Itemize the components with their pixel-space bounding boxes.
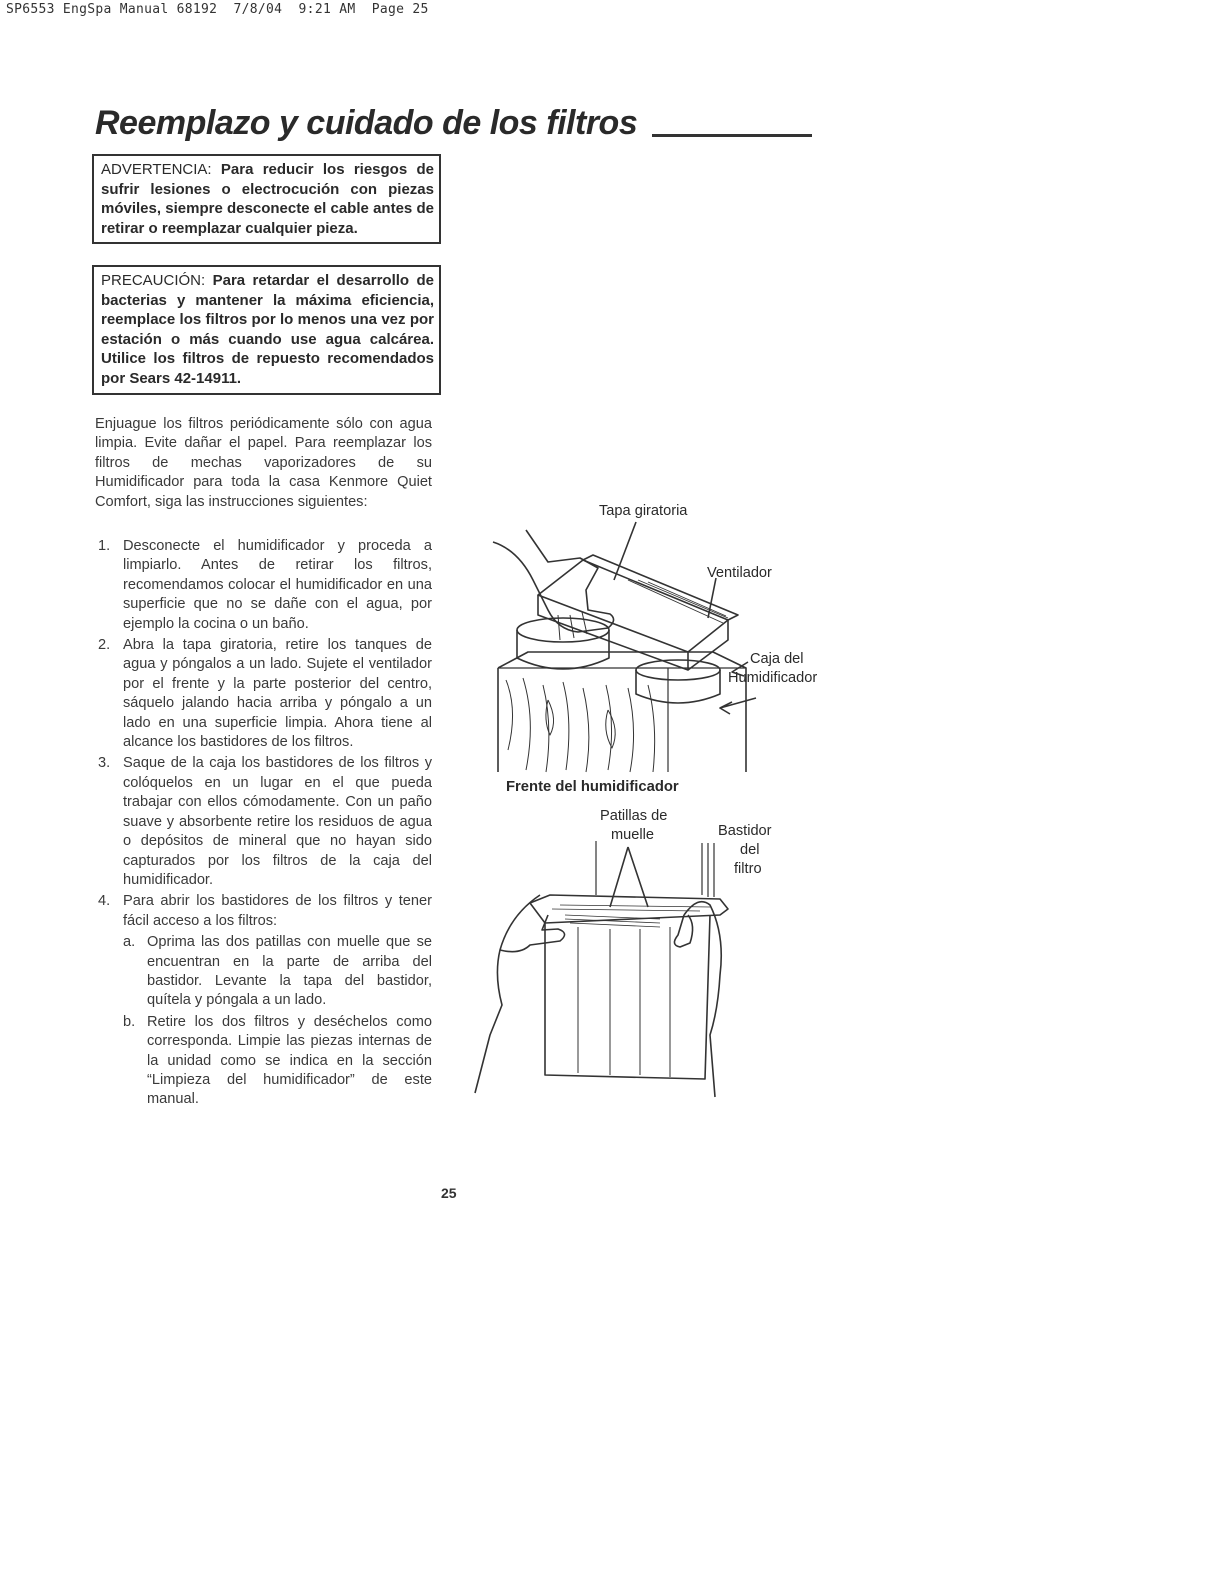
label-case-line2: Humidificador [728, 670, 818, 686]
substep-letter: b. [123, 1013, 136, 1030]
caution-text: Para retardar el desarrollo de bacterias y mantener la máxima eficiencia, reemplace los filtros por lo menos una vez por estación o más cuando use agua calcárea. Utilice los filtros de repuesto recomendados por Sears 42-14911. [101, 272, 434, 387]
step-4 [95, 892, 432, 1109]
substep-a [123, 933, 432, 1011]
step-text: Para abrir los bastidores de los filtros y tener fácil acceso a los filtros: [123, 893, 432, 929]
humidifier-fan-illustration [488, 520, 758, 775]
step-text: Desconecte el humidificador y proceda a limpiarlo. Antes de retirar los filtros, recomendamos colocar el humidificador en una superficie que no se dañe con el agua, por ejemplo la cocina o un baño. [123, 538, 432, 632]
step-1 [95, 537, 432, 634]
filter-frame-illustration [470, 835, 745, 1105]
label-spring-tabs-line2: muelle [611, 827, 654, 843]
step-number: 3. [98, 755, 111, 772]
caution-box [92, 265, 441, 395]
label-spring-tabs-line1: Patillas de [600, 808, 668, 824]
label-frame-line1: Bastidor [718, 823, 772, 839]
caution-lead: PRECAUCIÓN: [101, 272, 206, 289]
label-fan: Ventilador [707, 565, 772, 581]
warning-box [92, 154, 441, 244]
substep-b [123, 1013, 432, 1110]
step-text: Saque de la caja los bastidores de los filtros y colóquelos en un lugar en el que pueda trabajar con ellos cómodamente. Con un paño suave y absorbente retire los residuos de agua o depósitos de mineral que no hayan sido capturados por los filtros de la caja del humidificador. [123, 755, 432, 888]
print-header: SP6553 EngSpa Manual 68192 7/8/04 9:21 AM Page 25 [6, 2, 429, 17]
step-text: Abra la tapa giratoria, retire los tanques de agua y póngalos a un lado. Sujete el ventilador por el frente y la parte posterior del centro, sáquelo jalando hacia arriba y póngalo a un lado en una superficie limpia. Ahora tiene al alcance los bastidores de los filtros. [123, 637, 432, 751]
substep-text: Retire los dos filtros y deséchelos como corresponda. Limpie las piezas internas de la unidad como se indica en la sección “Limpieza del humidificador” de este manual. [147, 1013, 432, 1108]
warning-lead: ADVERTENCIA: [101, 161, 212, 178]
steps-list [95, 537, 432, 1112]
intro-paragraph: Enjuague los filtros periódicamente sólo con agua limpia. Evite dañar el papel. Para reemplazar los filtros de mechas vaporizadores de su Humidificador para toda la casa Kenmore Quiet Comfort, siga las instrucciones siguientes: [95, 416, 432, 510]
figure1-caption: Frente del humidificador [506, 779, 679, 795]
page-title: Reemplazo y cuidado de los filtros [95, 104, 638, 142]
substep-text: Oprima las dos patillas con muelle que se encuentran en la parte de arriba del bastidor. Levante la tapa del bastidor, quítela y póngala a un lado. [147, 934, 432, 1009]
page-number: 25 [441, 1185, 457, 1201]
label-swivel-lid: Tapa giratoria [599, 503, 688, 519]
warning-text: Para reducir los riesgos de sufrir lesiones o electrocución con piezas móviles, siempre desconecte el cable antes de retirar o reemplazar cualquier pieza. [101, 161, 434, 237]
step-2 [95, 636, 432, 752]
label-frame-line2: del [740, 842, 760, 858]
label-case-line1: Caja del [750, 651, 804, 667]
step-number: 4. [98, 893, 111, 910]
step-3 [95, 754, 432, 890]
substep-letter: a. [123, 934, 136, 951]
label-frame-line3: filtro [734, 861, 762, 877]
step-number: 1. [98, 538, 111, 554]
step-number: 2. [98, 637, 111, 654]
title-rule [652, 134, 812, 137]
